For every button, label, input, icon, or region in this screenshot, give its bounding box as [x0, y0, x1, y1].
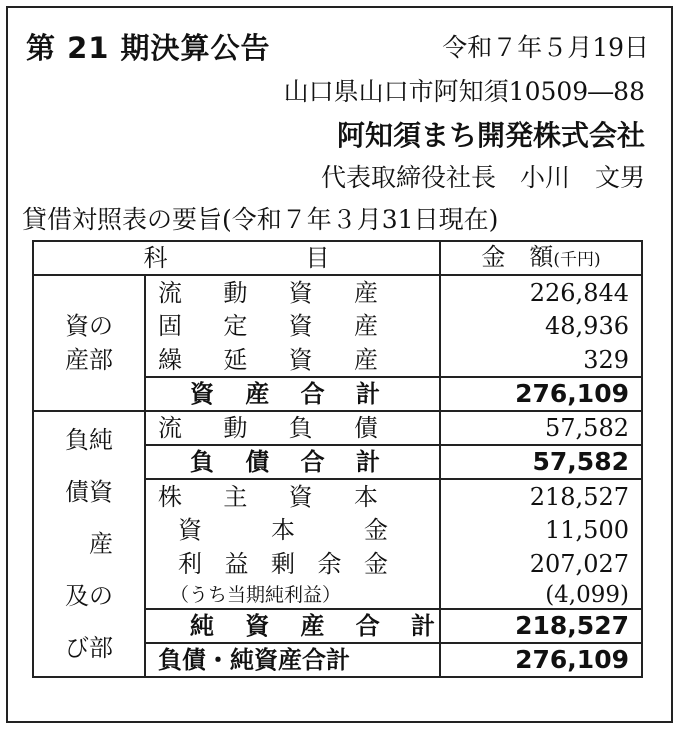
item-char: 資 [178, 516, 202, 544]
item-char: 資 [190, 380, 214, 408]
amount-deferred-assets: 329 [440, 343, 642, 377]
amount-total-assets: 276,109 [440, 377, 642, 411]
liabilities-section-label [33, 411, 145, 677]
representative-title: 代表取締役社長 [320, 163, 496, 192]
section-label-line: 産部 [65, 346, 113, 374]
item-char: 合 [300, 380, 325, 408]
table-row [33, 411, 642, 445]
item-char: 本 [353, 482, 378, 511]
amount-retained-earnings: 207,027 [440, 547, 642, 581]
item-char: 繰 [158, 345, 182, 374]
item-fixed-assets [145, 309, 440, 343]
item-char: 債 [353, 414, 378, 442]
section-label-line: 産 [65, 530, 113, 558]
representative [321, 158, 645, 194]
subject-header [33, 241, 440, 275]
item-net-income [145, 581, 440, 609]
item-char: 産 [353, 278, 378, 307]
item-deferred-assets [145, 343, 440, 377]
item-char: 産 [300, 612, 325, 640]
item-capital [145, 513, 440, 547]
company-address: 山口県山口市阿知須10509―88 [283, 77, 645, 106]
item-current-assets [145, 275, 440, 309]
item-char: 定 [223, 312, 248, 340]
item-char: 合 [300, 448, 325, 476]
item-shareholders-equity [145, 479, 440, 513]
item-char: 利 [178, 550, 202, 578]
balance-sheet-title: 貸借対照表の要旨(令和７年３月31日現在) [22, 205, 499, 234]
item-char: 本 [271, 516, 295, 544]
amount-header-label: 金 額 [481, 242, 554, 271]
amount-net-income: (4,099) [440, 581, 642, 609]
section-label-line: 及の [65, 582, 113, 610]
item-char: 主 [223, 482, 248, 511]
item-char: 資 [288, 345, 313, 374]
item-char: 計 [355, 448, 380, 476]
item-char: 合 [355, 612, 380, 640]
amount-current-assets: 226,844 [440, 275, 642, 309]
section-label-line: 負純 [65, 426, 113, 454]
item-char: 計 [355, 380, 380, 408]
amount-current-liabilities: 57,582 [440, 411, 642, 445]
item-current-liabilities [145, 411, 440, 445]
section-label-line: 資の [65, 312, 113, 340]
item-char: 流 [158, 278, 182, 307]
amount-header [440, 241, 642, 275]
section-label-line: び部 [65, 634, 113, 662]
item-total-assets [145, 377, 440, 411]
table-row [33, 275, 642, 309]
item-char: 産 [353, 345, 378, 374]
item-char: 産 [353, 312, 378, 340]
item-char: 計 [411, 612, 435, 640]
notice-date: 令和７年５月19日 [442, 33, 649, 62]
item-char: 負 [288, 414, 313, 442]
table-header-row [33, 241, 642, 275]
item-char: 動 [223, 414, 248, 442]
item-char: 動 [223, 278, 248, 307]
item-char: 金 [364, 516, 388, 544]
amount-grand-total: 276,109 [440, 643, 642, 677]
item-net-income-label: （うち当期純利益） [170, 583, 342, 606]
assets-section-label [33, 275, 145, 411]
item-total-liabilities [145, 445, 440, 479]
item-char: 負 [190, 448, 214, 476]
amount-shareholders-equity: 218,527 [440, 479, 642, 513]
item-grand-total-label: 負債・純資産合計 [158, 646, 350, 674]
item-char: 資 [288, 312, 313, 340]
item-retained-earnings [145, 547, 440, 581]
item-char: 金 [364, 550, 388, 578]
amount-total-liabilities: 57,582 [440, 445, 642, 479]
item-char: 債 [245, 448, 270, 476]
amount-capital: 11,500 [440, 513, 642, 547]
item-char: 資 [245, 612, 270, 640]
amount-fixed-assets: 48,936 [440, 309, 642, 343]
item-char: 資 [288, 482, 313, 511]
item-char: 流 [158, 414, 182, 442]
section-label-line: 債資 [65, 478, 113, 506]
balance-sheet-table [32, 240, 643, 678]
item-char: 余 [317, 550, 342, 578]
notice-title: 第 21 期決算公告 [26, 31, 271, 65]
item-char: 固 [158, 312, 182, 340]
amount-total-net-assets: 218,527 [440, 609, 642, 643]
subject-header-char: 目 [305, 244, 330, 272]
item-grand-total [145, 643, 440, 677]
item-char: 株 [158, 482, 182, 511]
item-char: 産 [245, 380, 270, 408]
company-name: 阿知須まち開発株式会社 [336, 119, 645, 152]
item-char: 延 [223, 345, 248, 374]
item-char: 資 [288, 278, 313, 307]
subject-header-char: 科 [143, 244, 168, 272]
item-total-net-assets [145, 609, 440, 643]
amount-unit: (千円) [553, 249, 601, 270]
item-char: 剰 [271, 550, 295, 578]
representative-name: 小川 文男 [519, 163, 645, 192]
item-char: 純 [190, 612, 214, 640]
item-char: 益 [224, 550, 249, 578]
